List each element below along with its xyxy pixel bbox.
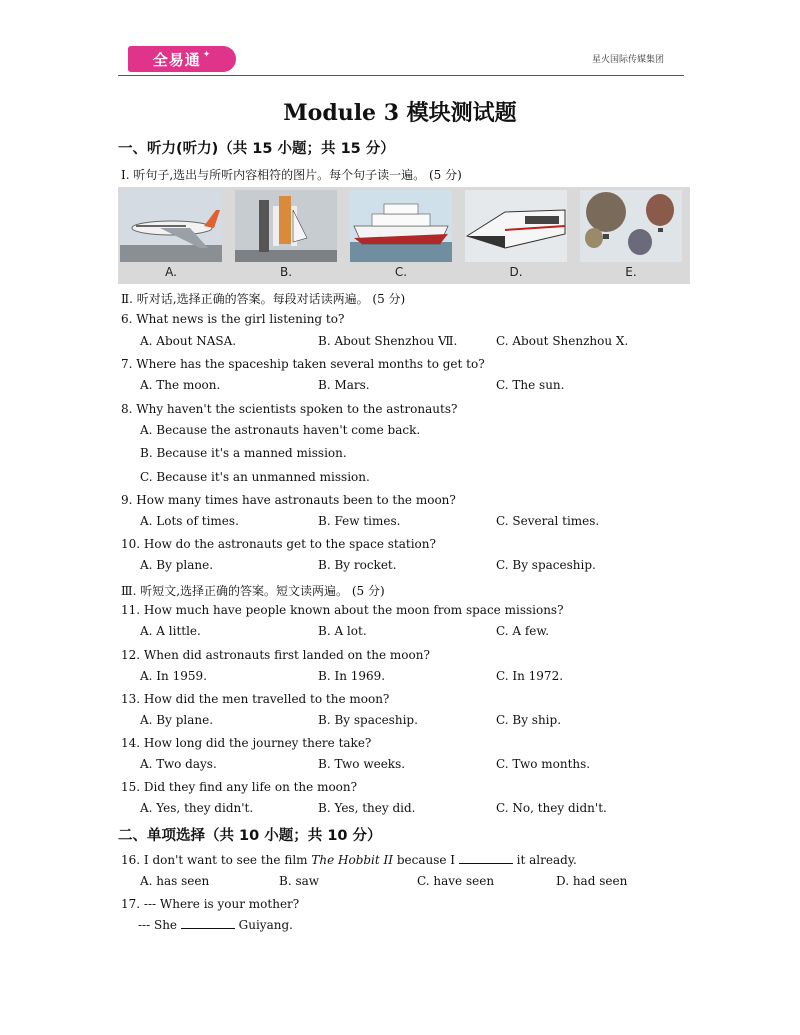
option: A. Because the astronauts haven't come back.	[140, 423, 421, 437]
question-9: 9. How many times have astronauts been to the moon?	[121, 493, 456, 507]
option: B. saw	[279, 874, 320, 888]
part2-instruction: Ⅱ. 听对话,选择正确的答案。每段对话读两遍。 (5 分)	[121, 292, 406, 306]
picture-label-a: A.	[165, 265, 177, 279]
part3-instruction: Ⅲ. 听短文,选择正确的答案。短文读两遍。 (5 分)	[121, 584, 385, 598]
section-heading-single-choice: 二、单项选择（共 10 小题；共 10 分）	[118, 828, 382, 844]
option: C. A few.	[496, 624, 550, 638]
option: C. By ship.	[496, 713, 562, 727]
question-15: 15. Did they find any life on the moon?	[121, 780, 358, 794]
option: B. Because it's a manned mission.	[140, 446, 347, 460]
section-heading-listening: 一、听力(听力)（共 15 小题；共 15 分）	[118, 141, 395, 157]
film-title: The Hobbit II	[311, 853, 394, 867]
question-14: 14. How long did the journey there take?	[121, 736, 372, 750]
option: C. Two months.	[496, 757, 591, 771]
option: A. By plane.	[140, 713, 214, 727]
option: C. About Shenzhou Ⅹ.	[496, 334, 629, 348]
option: A. By plane.	[140, 558, 214, 572]
ship-icon	[350, 190, 452, 262]
question-7: 7. Where has the spaceship taken several months to get to?	[121, 357, 485, 371]
picture-label-e: E.	[625, 265, 637, 279]
option: B. Few times.	[318, 514, 401, 528]
star-icon: ✦	[202, 50, 212, 60]
publisher-name: 星火国际传媒集团	[591, 55, 664, 65]
option: C. have seen	[417, 874, 495, 888]
picture-label-c: C.	[394, 265, 408, 279]
question-6: 6. What news is the girl listening to?	[121, 312, 345, 326]
option: B. About Shenzhou Ⅶ.	[318, 334, 458, 348]
option: A. Yes, they didn't.	[140, 801, 254, 815]
train-icon	[465, 190, 567, 262]
logo-text: 全易通	[152, 50, 201, 69]
option: C. In 1972.	[496, 669, 564, 683]
space-shuttle-icon	[235, 190, 337, 262]
hot-air-balloon-icon	[580, 190, 682, 262]
part1-instruction: Ⅰ. 听句子,选出与所听内容相符的图片。每个句子读一遍。 (5 分)	[121, 168, 462, 182]
option: C. The sun.	[496, 378, 565, 392]
q16-text-mid: because I	[393, 853, 459, 867]
option: A. Lots of times.	[140, 514, 239, 528]
picture-strip	[118, 187, 690, 284]
airplane-icon	[120, 190, 222, 262]
page-title: Module 3 模块测试题	[283, 100, 517, 126]
option: C. Several times.	[496, 514, 600, 528]
question-10: 10. How do the astronauts get to the space station?	[121, 537, 436, 551]
question-17-reply	[138, 918, 293, 932]
picture-label-b: B.	[279, 265, 293, 279]
option: A. A little.	[140, 624, 201, 638]
option: A. Two days.	[140, 757, 217, 771]
question-17: 17. --- Where is your mother?	[121, 897, 300, 911]
option: A. In 1959.	[140, 669, 207, 683]
header-divider	[118, 75, 684, 76]
q17-text-start: --- She	[138, 918, 181, 932]
option: B. Yes, they did.	[318, 801, 416, 815]
brand-logo	[128, 46, 236, 72]
answer-blank	[181, 918, 235, 929]
answer-blank	[459, 853, 513, 864]
question-12: 12. When did astronauts first landed on the moon?	[121, 648, 430, 662]
option: A. has seen	[140, 874, 210, 888]
question-11: 11. How much have people known about the moon from space missions?	[121, 603, 564, 617]
option: C. By spaceship.	[496, 558, 596, 572]
picture-label-d: D.	[509, 265, 523, 279]
option: B. By rocket.	[318, 558, 397, 572]
option: B. Two weeks.	[318, 757, 406, 771]
q16-text-start: 16. I don't want to see the film	[121, 853, 312, 867]
question-8: 8. Why haven't the scientists spoken to the astronauts?	[121, 402, 458, 416]
option: C. Because it's an unmanned mission.	[140, 470, 370, 484]
option: B. A lot.	[318, 624, 367, 638]
option: C. No, they didn't.	[496, 801, 607, 815]
option: A. The moon.	[140, 378, 221, 392]
option: B. By spaceship.	[318, 713, 418, 727]
option: B. In 1969.	[318, 669, 386, 683]
q16-text-end: it already.	[512, 853, 577, 867]
option: D. had seen	[556, 874, 628, 888]
question-16	[121, 853, 577, 867]
option: A. About NASA.	[140, 334, 237, 348]
q17-text-end: Guiyang.	[234, 918, 293, 932]
question-13: 13. How did the men travelled to the moon?	[121, 692, 390, 706]
option: B. Mars.	[318, 378, 370, 392]
